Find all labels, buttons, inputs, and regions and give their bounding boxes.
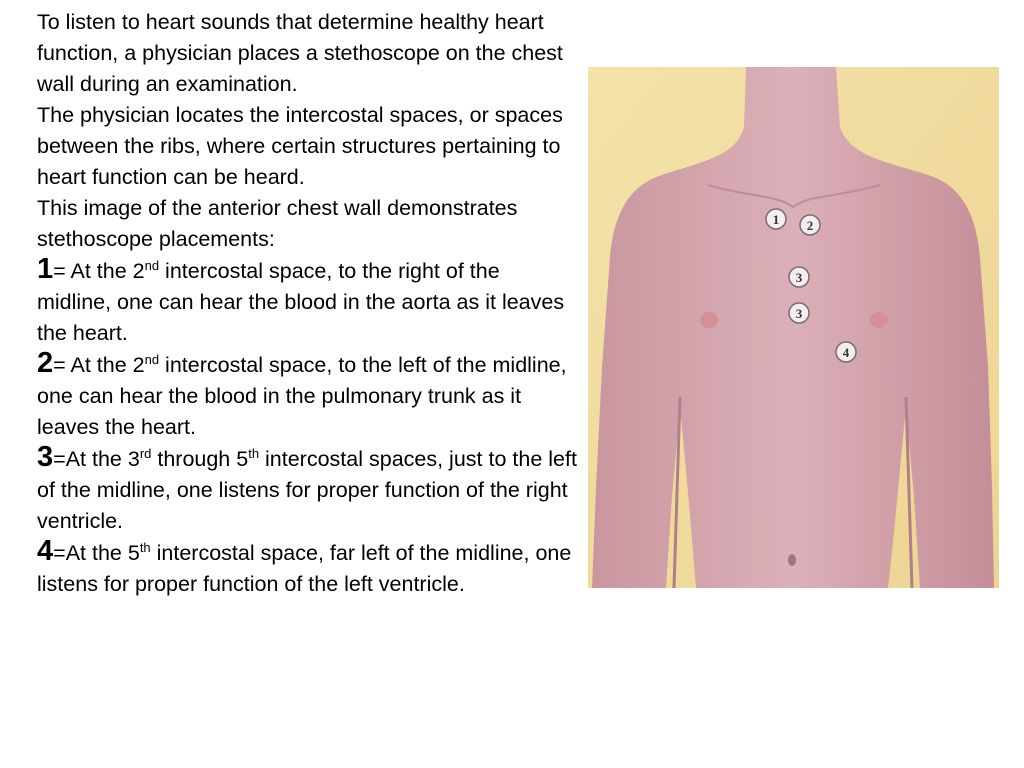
marker-1-icon [766,209,786,229]
placement-text-start: = At the 2 [53,353,145,377]
placement-number: 4 [37,535,54,567]
left-nipple [870,312,888,328]
svg-text:3: 3 [795,270,803,285]
marker-2-icon [800,215,820,235]
svg-text:2: 2 [806,218,814,233]
placement-text-start: =At the 3 [53,447,140,471]
placement-number: 3 [37,441,54,473]
ordinal-suffix: th [139,540,151,555]
marker-3-upper-icon [789,267,809,287]
placement-text-end: intercostal space, far left of the midline, one listens for proper function of the left ventricle. [37,541,572,596]
ordinal-suffix: nd [144,258,160,273]
intro-paragraph-3: This image of the anterior chest wall demonstrates stethoscope placements: [37,196,518,251]
placement-text-middle: through 5 [151,447,249,471]
marker-4-icon [836,342,856,362]
intro-paragraph-1: To listen to heart sounds that determine healthy heart function, a physician places a stethoscope on the chest wall during an examination. [37,10,563,96]
right-nipple [700,312,718,328]
placement-item-1 [37,255,577,349]
marker-3-lower-icon [789,303,809,323]
ordinal-suffix: th [248,446,260,461]
placement-item-2 [37,349,577,443]
placement-text-end: intercostal space, to the right of the midline, one can hear the blood in the aorta as it leaves the heart. [37,259,565,345]
svg-text:1: 1 [772,212,780,227]
chest-wall-figure [588,67,999,588]
ordinal-suffix: nd [144,352,160,367]
ordinal-suffix: rd [139,446,152,461]
placement-text-end: intercostal spaces, just to the left of the midline, one listens for proper function of the right ventricle. [37,447,577,533]
navel [788,554,796,566]
placement-item-4 [37,537,577,600]
chest-illustration [588,67,999,588]
svg-text:4: 4 [842,345,850,360]
placement-text-start: =At the 5 [53,541,140,565]
svg-text:3: 3 [795,306,803,321]
placement-number: 2 [37,347,54,379]
placement-text-start: = At the 2 [53,259,145,283]
placement-text-end: intercostal space, to the left of the midline, one can hear the blood in the pulmonary trunk as it leaves the heart. [37,353,567,439]
placement-item-3 [37,443,577,537]
text-column [37,7,577,600]
placement-number: 1 [37,253,54,285]
intro-paragraph-2: The physician locates the intercostal spaces, or spaces between the ribs, where certain structures pertaining to heart function can be heard. [37,103,563,189]
